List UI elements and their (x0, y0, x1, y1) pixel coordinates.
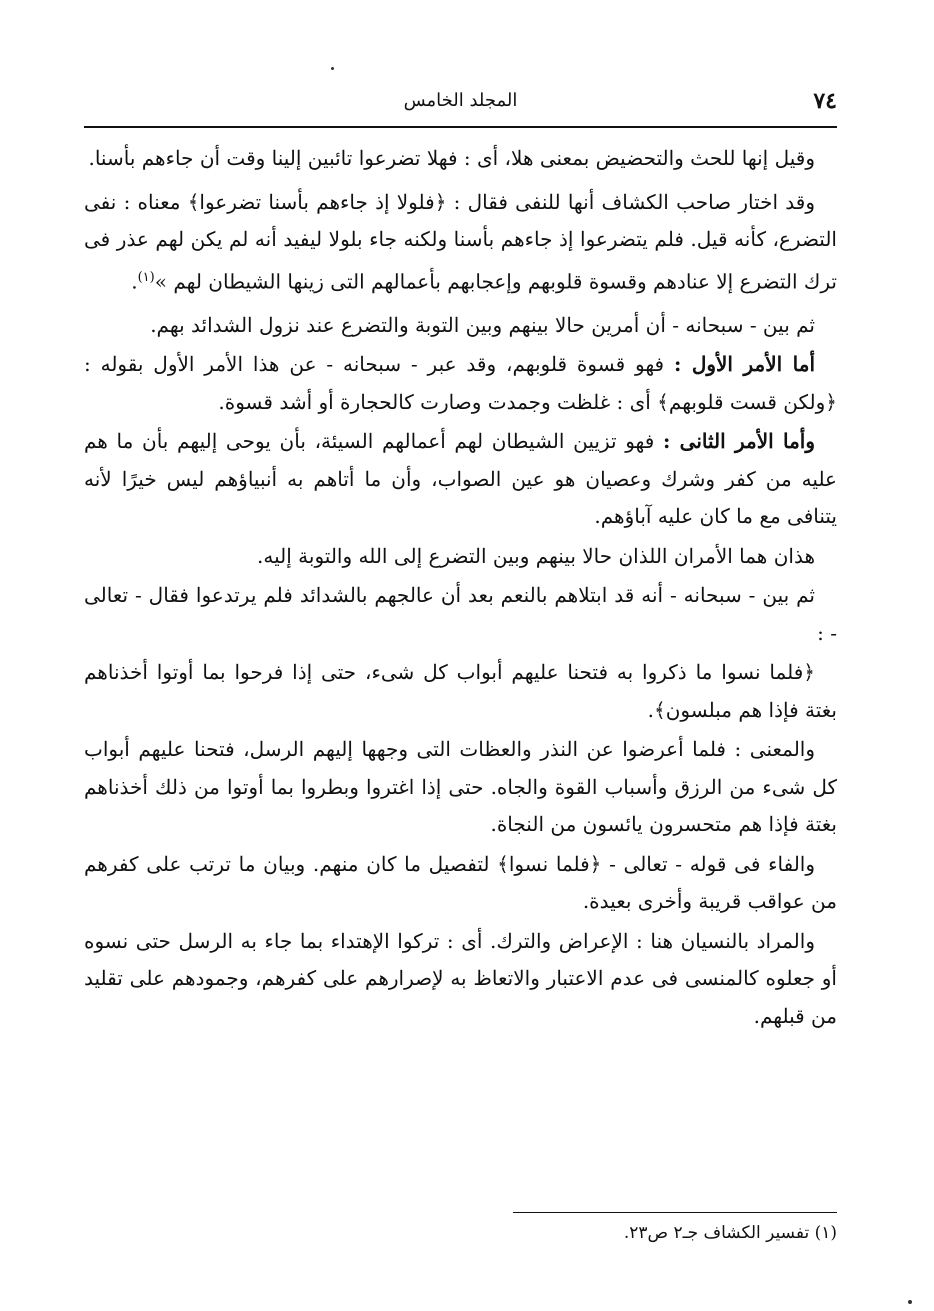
paragraph-lead: وأما الأمر الثانى : (663, 429, 815, 454)
paragraph-text: ثم بين - سبحانه - أن أمرين حالا بينهم وبين التوبة والتضرع عند نزول الشدائد بهم. (150, 312, 815, 337)
paragraph-text: وقيل إنها للحث والتحضيض بمعنى هلا، أى : فهلا تضرعوا تائبين إلينا وقت أن جاءهم بأسنا. (88, 146, 815, 170)
paragraph (84, 846, 837, 921)
paragraph (84, 731, 837, 844)
page-header (84, 88, 837, 118)
page-body (84, 140, 837, 1037)
paragraph-text: فهو قسوة قلوبهم، وقد عبر - سبحانه - عن هذا الأمر الأول بقوله : ﴿ولكن قست قلوبهم﴾ أى : غلظت وجمدت وصارت كالحجارة أو أشد قسوة. (84, 352, 837, 414)
paragraph (84, 184, 837, 301)
paragraph (84, 538, 837, 576)
scan-speck (908, 1300, 912, 1304)
paragraph-text: وقد اختار صاحب الكشاف أنها للنفى فقال : ﴿فلولا إذ جاءهم بأسنا تضرعوا﴾ معناه : نفى التضرع، كأنه قيل. فلم يتضرعوا إذ جاءهم بأسنا ولكنه جاء بلولا ليفيد أنه لم يكن لهم عذر فى ترك التضرع إلا عنادهم وقسوة قلوبهم وإعجابهم بأعمالهم التى زينها الشيطان لهم » (84, 189, 837, 294)
header-rule (84, 126, 837, 128)
paragraph-text: والمعنى : فلما أعرضوا عن النذر والعظات التى وجهها إليهم الرسل، فتحنا عليهم أبواب كل شىء من الرزق وأسباب القوة والجاه. حتى إذا اغتروا وبطروا بما أوتوا من ذلك أخذناهم بغتة فإذا هم متحسرون يائسون من النجاة. (84, 737, 837, 837)
quran-verse (84, 654, 837, 729)
scan-speck (331, 67, 334, 70)
paragraph (84, 307, 837, 345)
paragraph-lead: أما الأمر الأول : (673, 352, 815, 377)
paragraph-text: هذان هما الأمران اللذان حالا بينهم وبين التضرع إلى الله والتوبة إليه. (257, 543, 815, 568)
paragraph-text: ثم بين - سبحانه - أنه قد ابتلاهم بالنعم بعد أن عالجهم بالشدائد فلم يرتدعوا فقال - تعالى - : (84, 583, 837, 645)
paragraph (84, 423, 837, 536)
footnote-rule (513, 1212, 837, 1213)
paragraph-end: . (131, 269, 138, 294)
paragraph (84, 577, 837, 652)
paragraph (84, 140, 837, 178)
running-title: المجلد الخامس (403, 90, 518, 111)
footnote: (١) تفسير الكشاف جـ٢ ص٢٣. (623, 1223, 837, 1243)
paragraph-text: والمراد بالنسيان هنا : الإعراض والترك. أى : تركوا الإهتداء بما جاء به الرسل حتى نسوه أو جعلوه كالمنسى فى عدم الاعتبار والاتعاظ به لإصرارهم على كفرهم، وجمودهم على تقليد من قبلهم. (84, 928, 837, 1028)
footnote-reference[interactable]: (١) (137, 269, 155, 285)
paragraph (84, 923, 837, 1036)
paragraph (84, 346, 837, 421)
paragraph-text: ﴿فلما نسوا ما ذكروا به فتحنا عليهم أبواب كل شىء، حتى إذا فرحوا بما أوتوا أخذناهم بغتة فإذا هم مبلسون﴾. (84, 660, 837, 722)
paragraph-text: فهو تزيين الشيطان لهم أعمالهم السيئة، بأن يوحى إليهم بأن ما هم عليه من كفر وشرك وعصيان هو عين الصواب، وأن ما أتاهم به أنبياؤهم ليس خيرًا لأنه يتنافى مع ما كان عليه آباؤهم. (84, 429, 837, 529)
paragraph-text: والفاء فى قوله - تعالى - ﴿فلما نسوا﴾ لتفصيل ما كان منهم. وبيان ما ترتب على كفرهم من عواقب قريبة وأخرى بعيدة. (84, 851, 837, 914)
page-number: ٧٤ (813, 88, 837, 114)
